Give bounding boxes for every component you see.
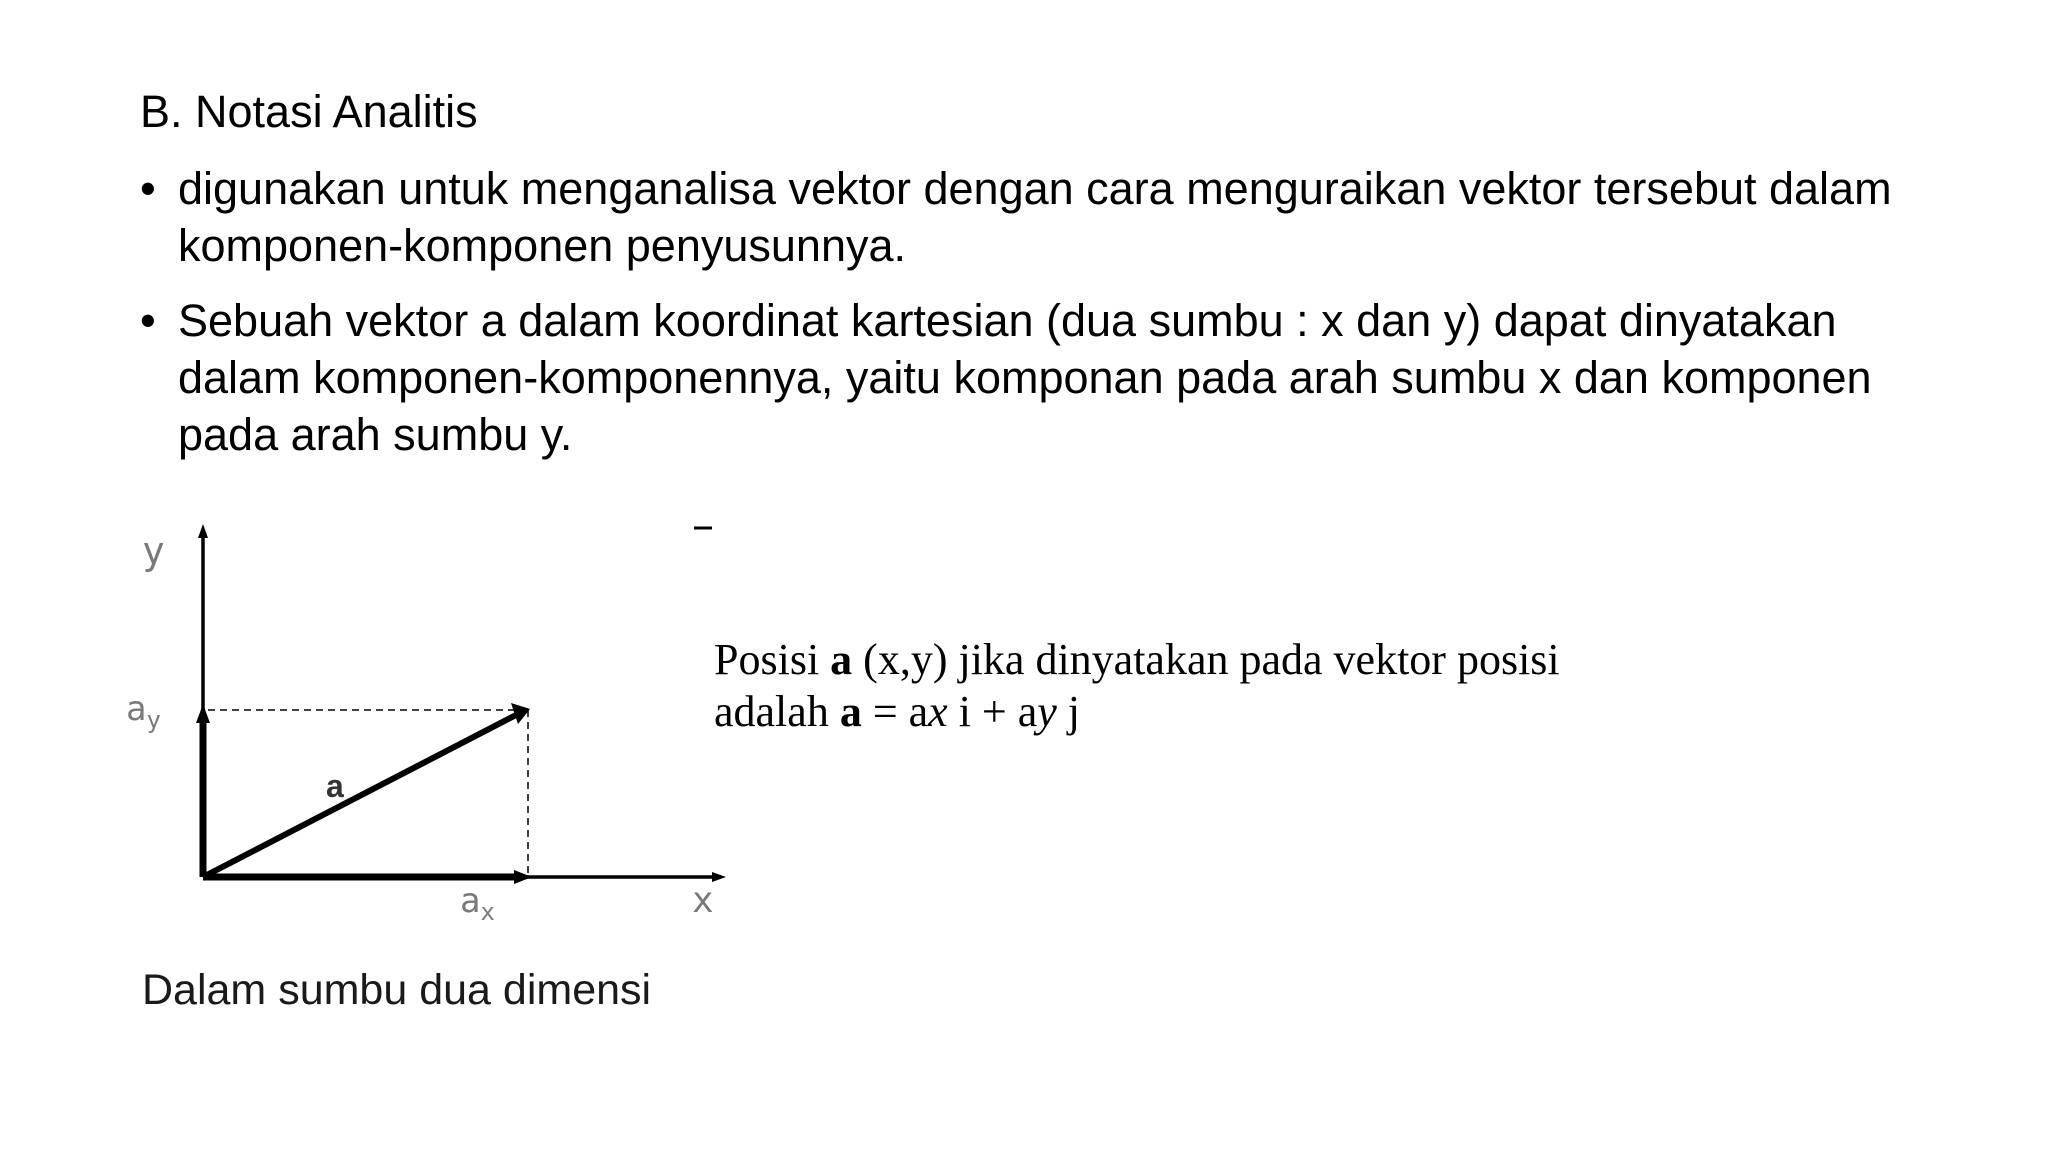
ax-label-base: a bbox=[460, 881, 481, 921]
x-axis-arrow-icon bbox=[712, 872, 726, 882]
ay-label bbox=[126, 689, 161, 734]
bullet-text: Sebuah vektor a dalam koordinat kartesian (dua sumbu : x dan y) dapat dinyatakan dalam komponen-komponennya, yaitu komponan pada arah sumbu x dan komponen pada arah sumbu y. bbox=[178, 295, 1872, 460]
ax-arrow-icon bbox=[514, 870, 532, 884]
section-heading: B. Notasi Analitis bbox=[140, 86, 478, 137]
formula-text: adalah bbox=[714, 687, 840, 736]
formula-line-2 bbox=[714, 686, 1560, 738]
ay-label-base: a bbox=[126, 689, 147, 729]
vector-diagram bbox=[118, 520, 728, 1010]
formula-text: (x,y) jika dinyatakan pada vektor posisi bbox=[852, 635, 1560, 684]
x-axis-label: x bbox=[692, 880, 714, 921]
ax-label-sub: x bbox=[480, 898, 495, 926]
y-axis-label: y bbox=[142, 529, 165, 573]
formula-subscript-x: x bbox=[928, 687, 948, 736]
formula-subscript-y: y bbox=[1037, 687, 1057, 736]
position-formula bbox=[714, 634, 1560, 738]
ay-arrow-icon bbox=[196, 704, 210, 723]
bullet-item bbox=[140, 160, 1940, 274]
bullet-item bbox=[140, 292, 1940, 463]
bullet-text: digunakan untuk menganalisa vektor dengan cara menguraikan vektor tersebut dalam komponen-komponen penyusunnya. bbox=[178, 163, 1892, 271]
formula-text: j bbox=[1056, 687, 1081, 736]
formula-text: = a bbox=[861, 687, 929, 736]
vector-a bbox=[203, 714, 518, 877]
formula-line-1 bbox=[714, 634, 1560, 686]
formula-vector-a: a bbox=[839, 687, 862, 736]
bullet-list bbox=[140, 160, 1940, 463]
formula-vector-a: a bbox=[830, 635, 853, 684]
bullet-dot: • bbox=[140, 163, 156, 214]
formula-text: Posisi bbox=[714, 635, 831, 684]
diagram-caption: Dalam sumbu dua dimensi bbox=[142, 966, 652, 1014]
vector-a-label: a bbox=[326, 768, 344, 804]
ax-label bbox=[460, 881, 495, 926]
formula-text: i + a bbox=[947, 687, 1038, 736]
vector-diagram-svg bbox=[118, 520, 728, 1010]
y-axis-arrow-icon bbox=[198, 524, 208, 538]
ay-label-sub: y bbox=[146, 706, 161, 734]
bullet-dot: • bbox=[140, 295, 156, 346]
